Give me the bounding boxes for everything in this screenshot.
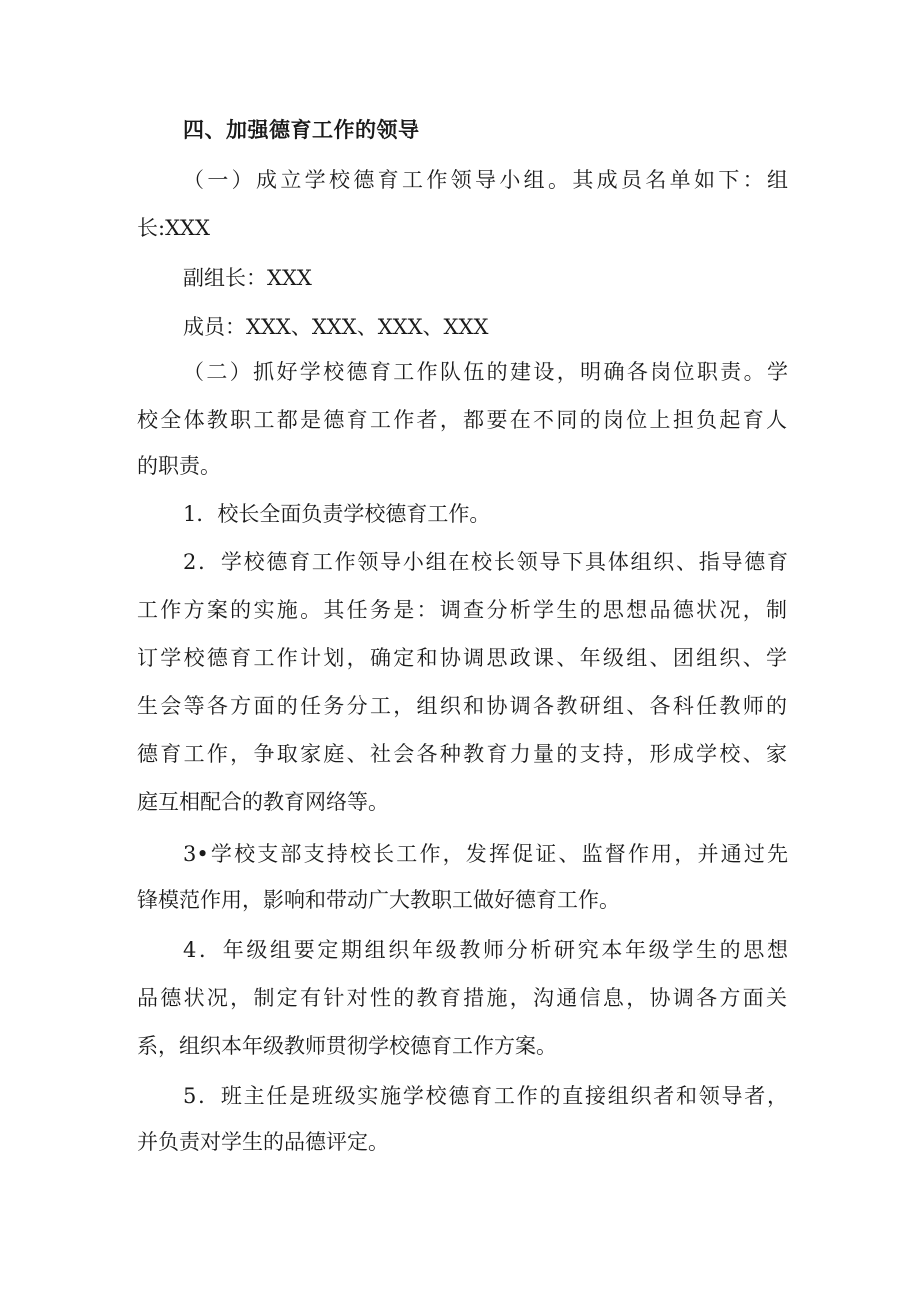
item-2-line-3: 订学校德育工作计划，确定和协调思政课、年级组、团组织、学 xyxy=(137,646,787,670)
item-3-line-1: 3•学校支部支持校长工作，发挥促证、监督作用，并通过先 xyxy=(183,842,788,866)
paragraph-4-line-1: （二）抓好学校德育工作队伍的建设，明确各岗位职责。学 xyxy=(183,360,788,384)
paragraph-2-line-1: 副组长：XXX xyxy=(183,266,312,290)
paragraph-1-line-2: 长:XXX xyxy=(137,216,210,240)
item-2-line-4: 生会等各方面的任务分工，组织和协调各教研组、各科任教师的 xyxy=(137,694,787,718)
paragraph-4-line-3: 的职责。 xyxy=(137,454,221,478)
item-5-line-2: 并负责对学生的品德评定。 xyxy=(137,1130,389,1154)
item-2-line-1: 2．学校德育工作领导小组在校长领导下具体组织、指导德育 xyxy=(183,550,788,574)
item-2-line-6: 庭互相配合的教育网络等。 xyxy=(137,790,389,814)
item-4-line-3: 系，组织本年级教师贯彻学校德育工作方案。 xyxy=(137,1034,557,1058)
item-1-line-1: 1．校长全面负责学校德育工作。 xyxy=(183,502,491,526)
item-2-line-5: 德育工作，争取家庭、社会各种教育力量的支持，形成学校、家 xyxy=(137,742,787,766)
item-3-line-2: 锋模范作用，影响和带动广大教职工做好德育工作。 xyxy=(137,888,620,912)
paragraph-1-line-1: （一）成立学校德育工作领导小组。其成员名单如下：组 xyxy=(183,168,788,192)
item-4-line-1: 4．年级组要定期组织年级教师分析研究本年级学生的思想 xyxy=(183,938,788,962)
paragraph-3-line-1: 成员：XXX、XXX、XXX、XXX xyxy=(183,315,489,339)
item-5-line-1: 5．班主任是班级实施学校德育工作的直接组织者和领导者， xyxy=(183,1084,788,1108)
item-4-line-2: 品德状况，制定有针对性的教育措施，沟通信息，协调各方面关 xyxy=(137,986,787,1010)
paragraph-4-line-2: 校全体教职工都是德育工作者，都要在不同的岗位上担负起育人 xyxy=(137,408,787,432)
section-heading: 四、加强德育工作的领导 xyxy=(183,118,420,142)
item-2-line-2: 工作方案的实施。其任务是：调查分析学生的思想品德状况，制 xyxy=(137,598,787,622)
